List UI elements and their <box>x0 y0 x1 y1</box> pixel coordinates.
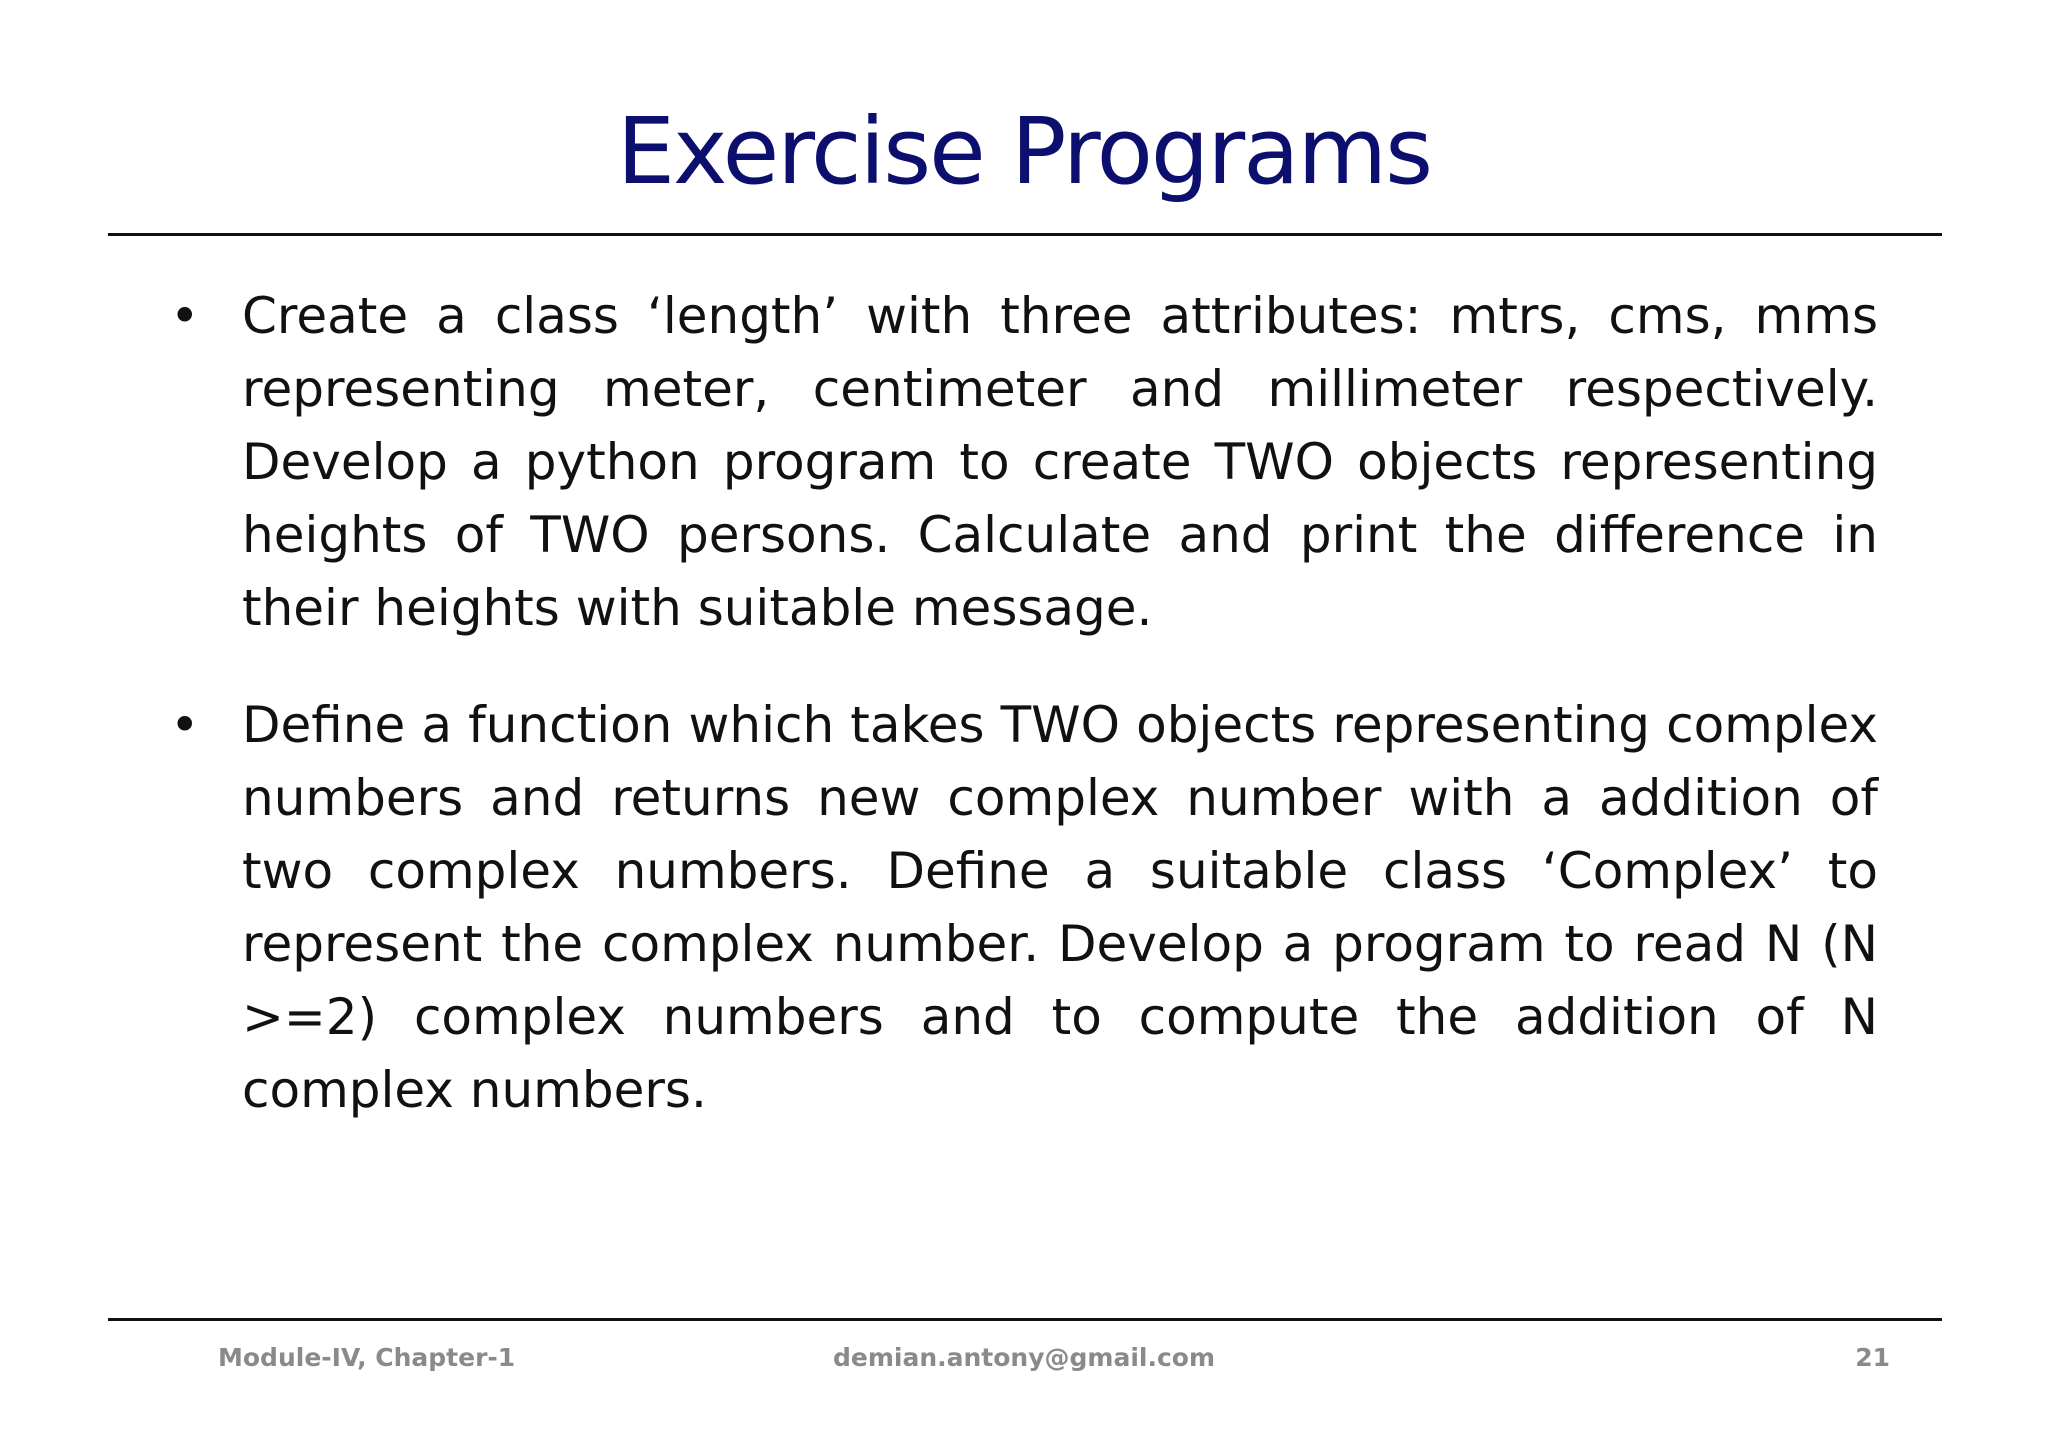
bullet-text: Define a function which takes TWO objects representing complex numbers and returns new complex number with a addition of two complex numbers. Define a suitable class ‘Complex’ to represent the complex number. Develop a program to read N (N >=2) complex numbers and to compute the addition of N complex numbers. <box>242 696 1878 1119</box>
bullet-marker: • <box>170 287 200 345</box>
bullet-list <box>150 280 1878 1171</box>
footer-page-number: 21 <box>1855 1343 1890 1372</box>
footer-module: Module-IV, Chapter-1 <box>218 1343 516 1372</box>
footer-email: demian.antony@gmail.com <box>832 1343 1216 1372</box>
title-divider <box>108 233 1942 236</box>
bullet-item <box>150 280 1878 645</box>
footer-divider <box>108 1318 1942 1321</box>
bullet-marker: • <box>170 696 200 754</box>
slide-title: Exercise Programs <box>616 98 1432 205</box>
bullet-text: Create a class ‘length’ with three attributes: mtrs, cms, mms representing meter, centimeter and millimeter respectively. Develop a python program to create TWO objects representing heights of TWO persons. Calculate and print the difference in their heights with suitable message. <box>242 287 1878 637</box>
bullet-item <box>150 689 1878 1127</box>
